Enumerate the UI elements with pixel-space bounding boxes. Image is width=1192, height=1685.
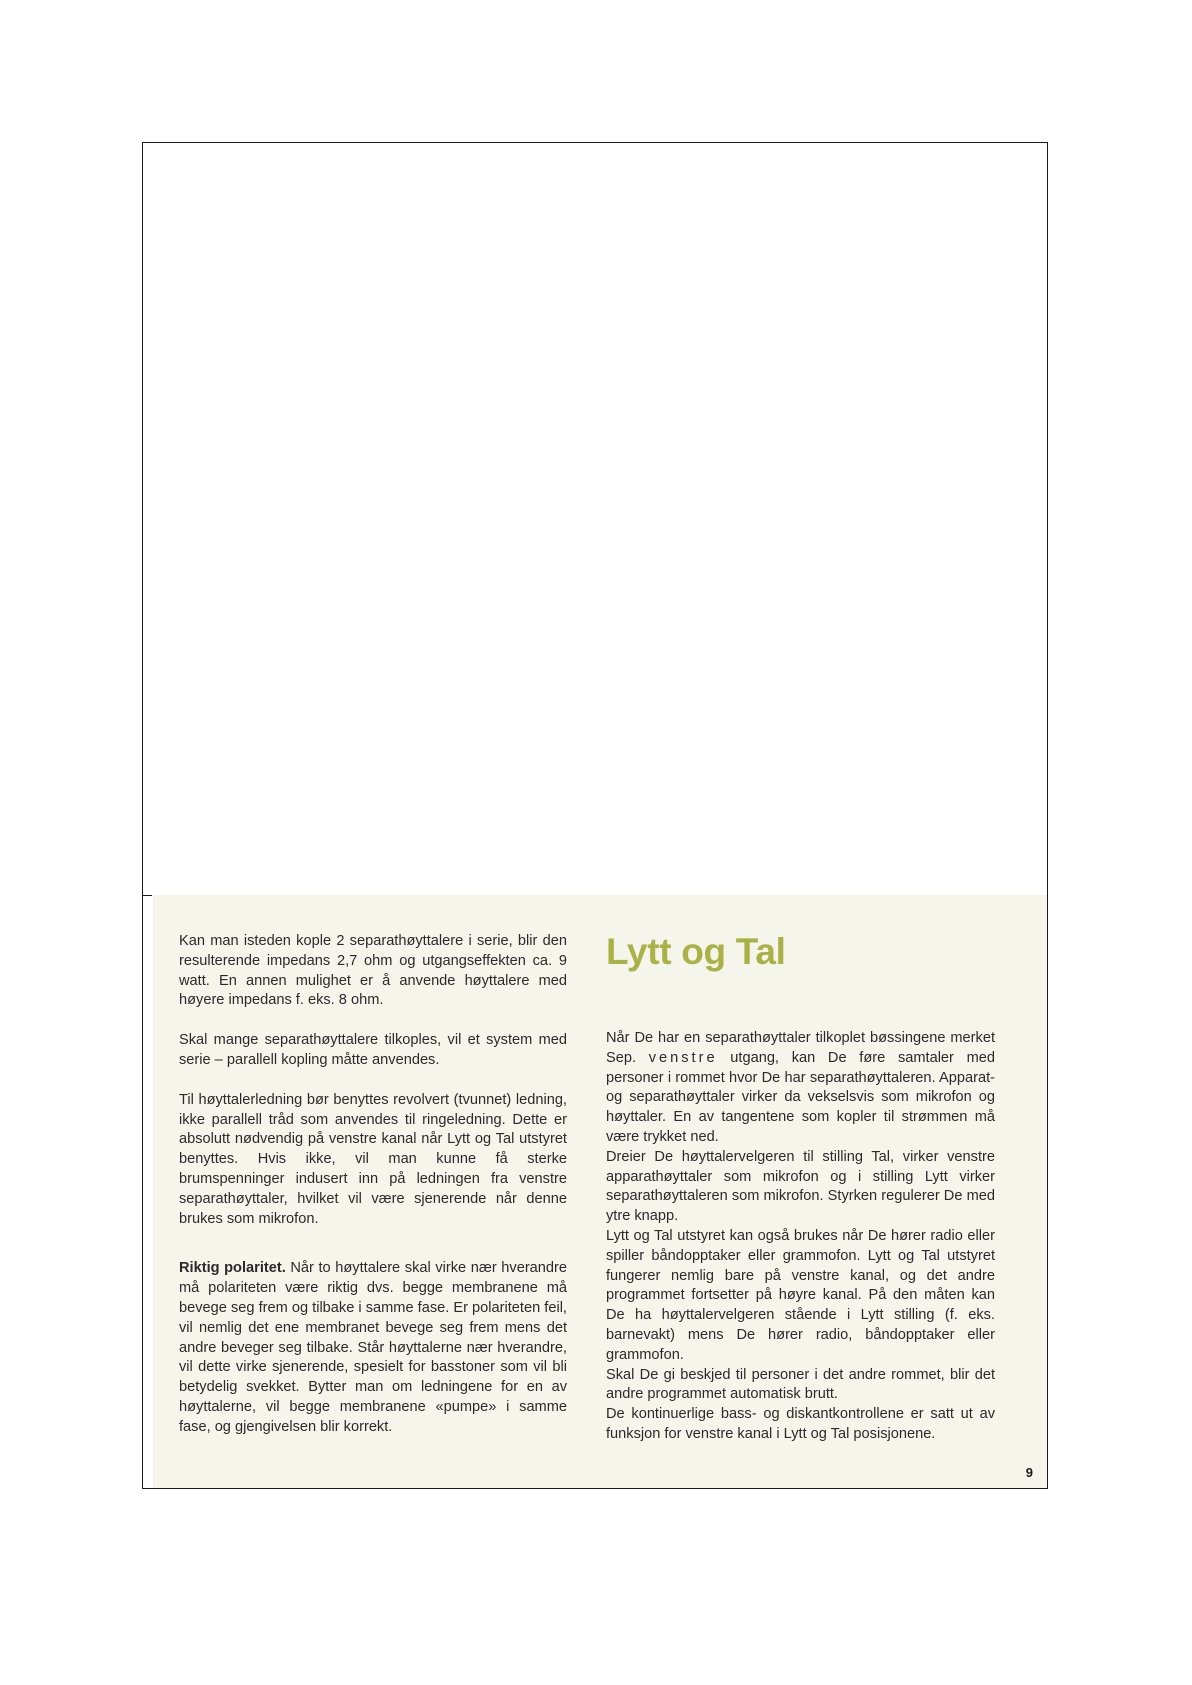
paragraph-lytt-tal-intro bbox=[606, 1029, 995, 1148]
paragraph-kontroller: De kontinuerlige bass- og diskantkontrollene er satt ut av funksjon for venstre kanal i Lytt og Tal posisjonene. bbox=[606, 1406, 995, 1442]
intro-text-a: Når De har en separathøyttaler tilkoplet bøssingene merket Sep. bbox=[606, 1030, 995, 1066]
blank-upper-area bbox=[143, 143, 1047, 895]
crop-mark-left bbox=[142, 895, 152, 896]
polaritet-body: Når to høyttalere skal virke nær hverandre må polariteten være riktig dvs. begge membranene må bevege seg frem og tilbake i samme fase. Er polariteten feil, vil nemlig det ene membranet bevege seg frem mens det andre beveger seg tilbake. Står høyttalerne nær hverandre, vil dette virke sjenerende, spesielt for basstoner som vil bli betydelig svekket. Bytter man om ledningene for en av høyttalerne, vil begge membranene «pumpe» i samme fase, og gjengivelsen blir korrekt. bbox=[179, 1260, 568, 1435]
left-column bbox=[179, 932, 567, 1438]
paragraph-hoyttalerledning: Til høyttalerledning bør benyttes revolvert (tvunnet) ledning, ikke parallell tråd som anvendes til ringeledning. Dette er absolutt nødvendig på venstre kanal når Lytt og Tal utstyret benyttes. Hvis ikke, vil man kunne få sterke brumspenninger indusert inn på ledningen fra venstre separathøyttaler, hvilket vil være sjenerende når denne brukes som mikrofon. bbox=[179, 1091, 567, 1227]
paragraph-radio: Lytt og Tal utstyret kan også brukes når De hører radio eller spiller båndopptaker eller grammofon. Lytt og Tal utstyret fungerer nemlig bare på venstre kanal, og det andre programmet fortsetter på høyre kanal. På den måten kan De ha høyttalervelgeren stående i Lytt stilling (f. eks. barnevakt) mens De hører radio, båndopptaker eller grammofon. bbox=[606, 1227, 995, 1363]
paragraph-polaritet bbox=[179, 1259, 567, 1437]
polaritet-lead: Riktig polaritet. bbox=[179, 1260, 286, 1277]
paragraph-beskjed: Skal De gi beskjed til personer i det andre rommet, blir det andre programmet automatisk brutt. bbox=[606, 1366, 995, 1403]
paragraph-serie-parallell: Skal mange separathøyttalere tilkoples, vil et system med serie – parallell kopling måtte anvendes. bbox=[179, 1032, 567, 1068]
right-column bbox=[606, 932, 995, 1445]
paragraph-impedance: Kan man isteden kople 2 separathøyttalere i serie, blir den resulterende impedans 2,7 ohm og utgangseffekten ca. 9 watt. En annen mulighet er å anvende høyttalere med høyere impedans f. eks. 8 ohm. bbox=[179, 933, 567, 1009]
section-heading: Lytt og Tal bbox=[606, 931, 786, 972]
page-number: 9 bbox=[1025, 1465, 1033, 1480]
page-frame bbox=[142, 142, 1048, 1489]
scanned-page bbox=[153, 895, 1047, 1488]
intro-text-b: utgang, kan De føre samtaler med personer i rommet hvor De har separathøyttaleren. Apparat- og separathøyttaler virker da vekselsvis som mikrofon og høyttaler. En av tangentene som kopler til strømmen må være trykket ned. bbox=[606, 1049, 996, 1145]
spaced-word: venstre bbox=[648, 1049, 718, 1066]
paragraph-hoyttalervelger: Dreier De høyttalervelgeren til stilling Tal, virker venstre apparathøyttaler som mikrofon og i stilling Lytt virker separathøyttaleren som mikrofon. Styrken regulerer De med ytre knapp. bbox=[606, 1148, 995, 1225]
